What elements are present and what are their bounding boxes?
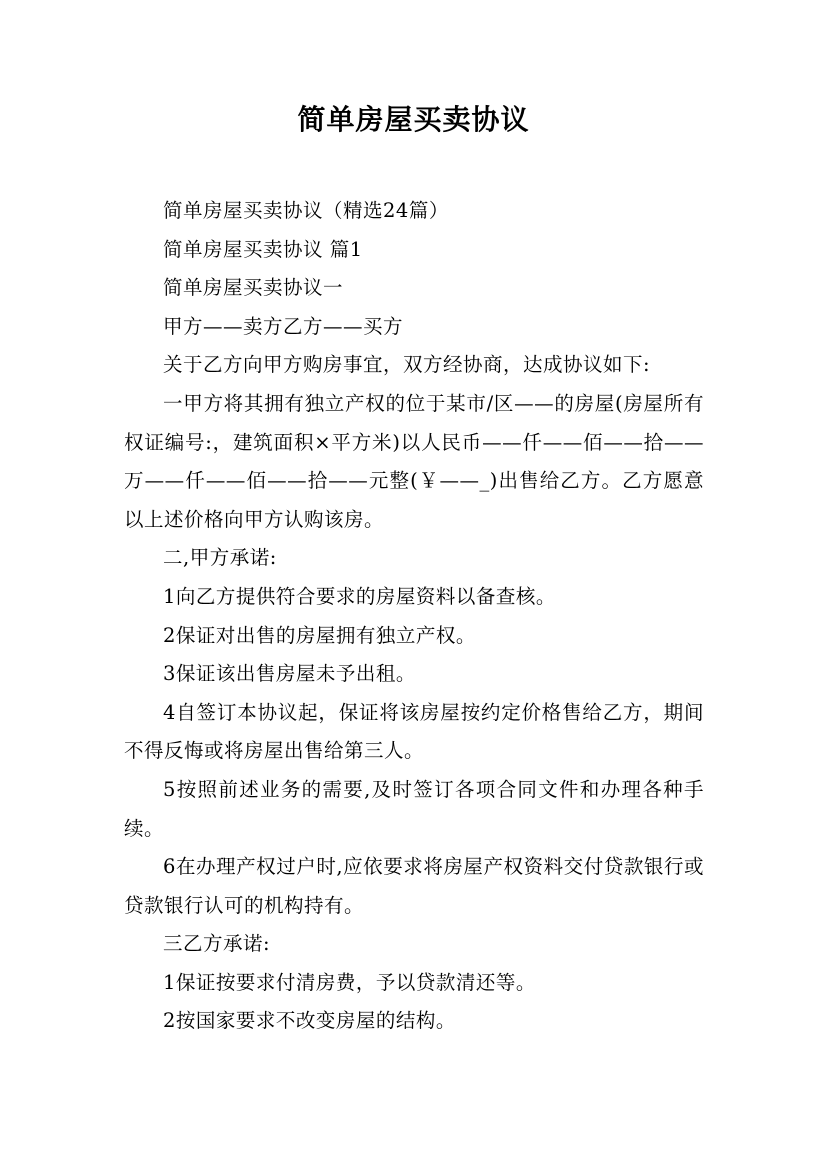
paragraph-section-heading: 简单房屋买卖协议 篇1 <box>163 237 363 261</box>
paragraph-seller-promises-heading: 二,甲方承诺: <box>163 546 277 570</box>
document-body <box>124 192 704 1041</box>
paragraph-seller-promise-2: 2保证对出售的房屋拥有独立产权。 <box>163 623 476 647</box>
paragraph-parties: 甲方——卖方乙方——买方 <box>163 314 404 338</box>
paragraph-buyer-promise-2: 2按国家要求不改变房屋的结构。 <box>163 1009 456 1033</box>
paragraph-seller-promise-6: 6在办理产权过户时,应依要求将房屋产权资料交付贷款银行或贷款银行认可的机构持有。 <box>124 855 704 917</box>
paragraph-clause-one: 一甲方将其拥有独立产权的位于某市/区——的房屋(房屋所有权证编号:，建筑面积×平方米)以人民币——仟——佰——拾——万——仟——佰——拾——元整(￥——_)出售给乙方。乙方愿意以上述价格向甲方认购该房。 <box>124 391 704 531</box>
paragraph-seller-promise-4: 4自签订本协议起，保证将该房屋按约定价格售给乙方，期间不得反悔或将房屋出售给第三人。 <box>124 700 704 763</box>
paragraph-seller-promise-5: 5按照前述业务的需要,及时签订各项合同文件和办理各种手续。 <box>124 777 704 840</box>
paragraph-buyer-promise-1: 1保证按要求付清房费，予以贷款清还等。 <box>163 970 536 994</box>
paragraph-agreement-one: 简单房屋买卖协议一 <box>163 276 344 300</box>
paragraph-seller-promise-3: 3保证该出售房屋未予出租。 <box>163 662 416 686</box>
paragraph-subtitle: 简单房屋买卖协议（精选24篇） <box>163 199 449 222</box>
paragraph-intro: 关于乙方向甲方购房事宜，双方经协商，达成协议如下: <box>163 353 651 377</box>
paragraph-seller-promise-1: 1向乙方提供符合要求的房屋资料以备查核。 <box>163 584 556 608</box>
document-title: 简单房屋买卖协议 <box>297 103 530 136</box>
paragraph-buyer-promises-heading: 三乙方承诺: <box>163 932 271 956</box>
